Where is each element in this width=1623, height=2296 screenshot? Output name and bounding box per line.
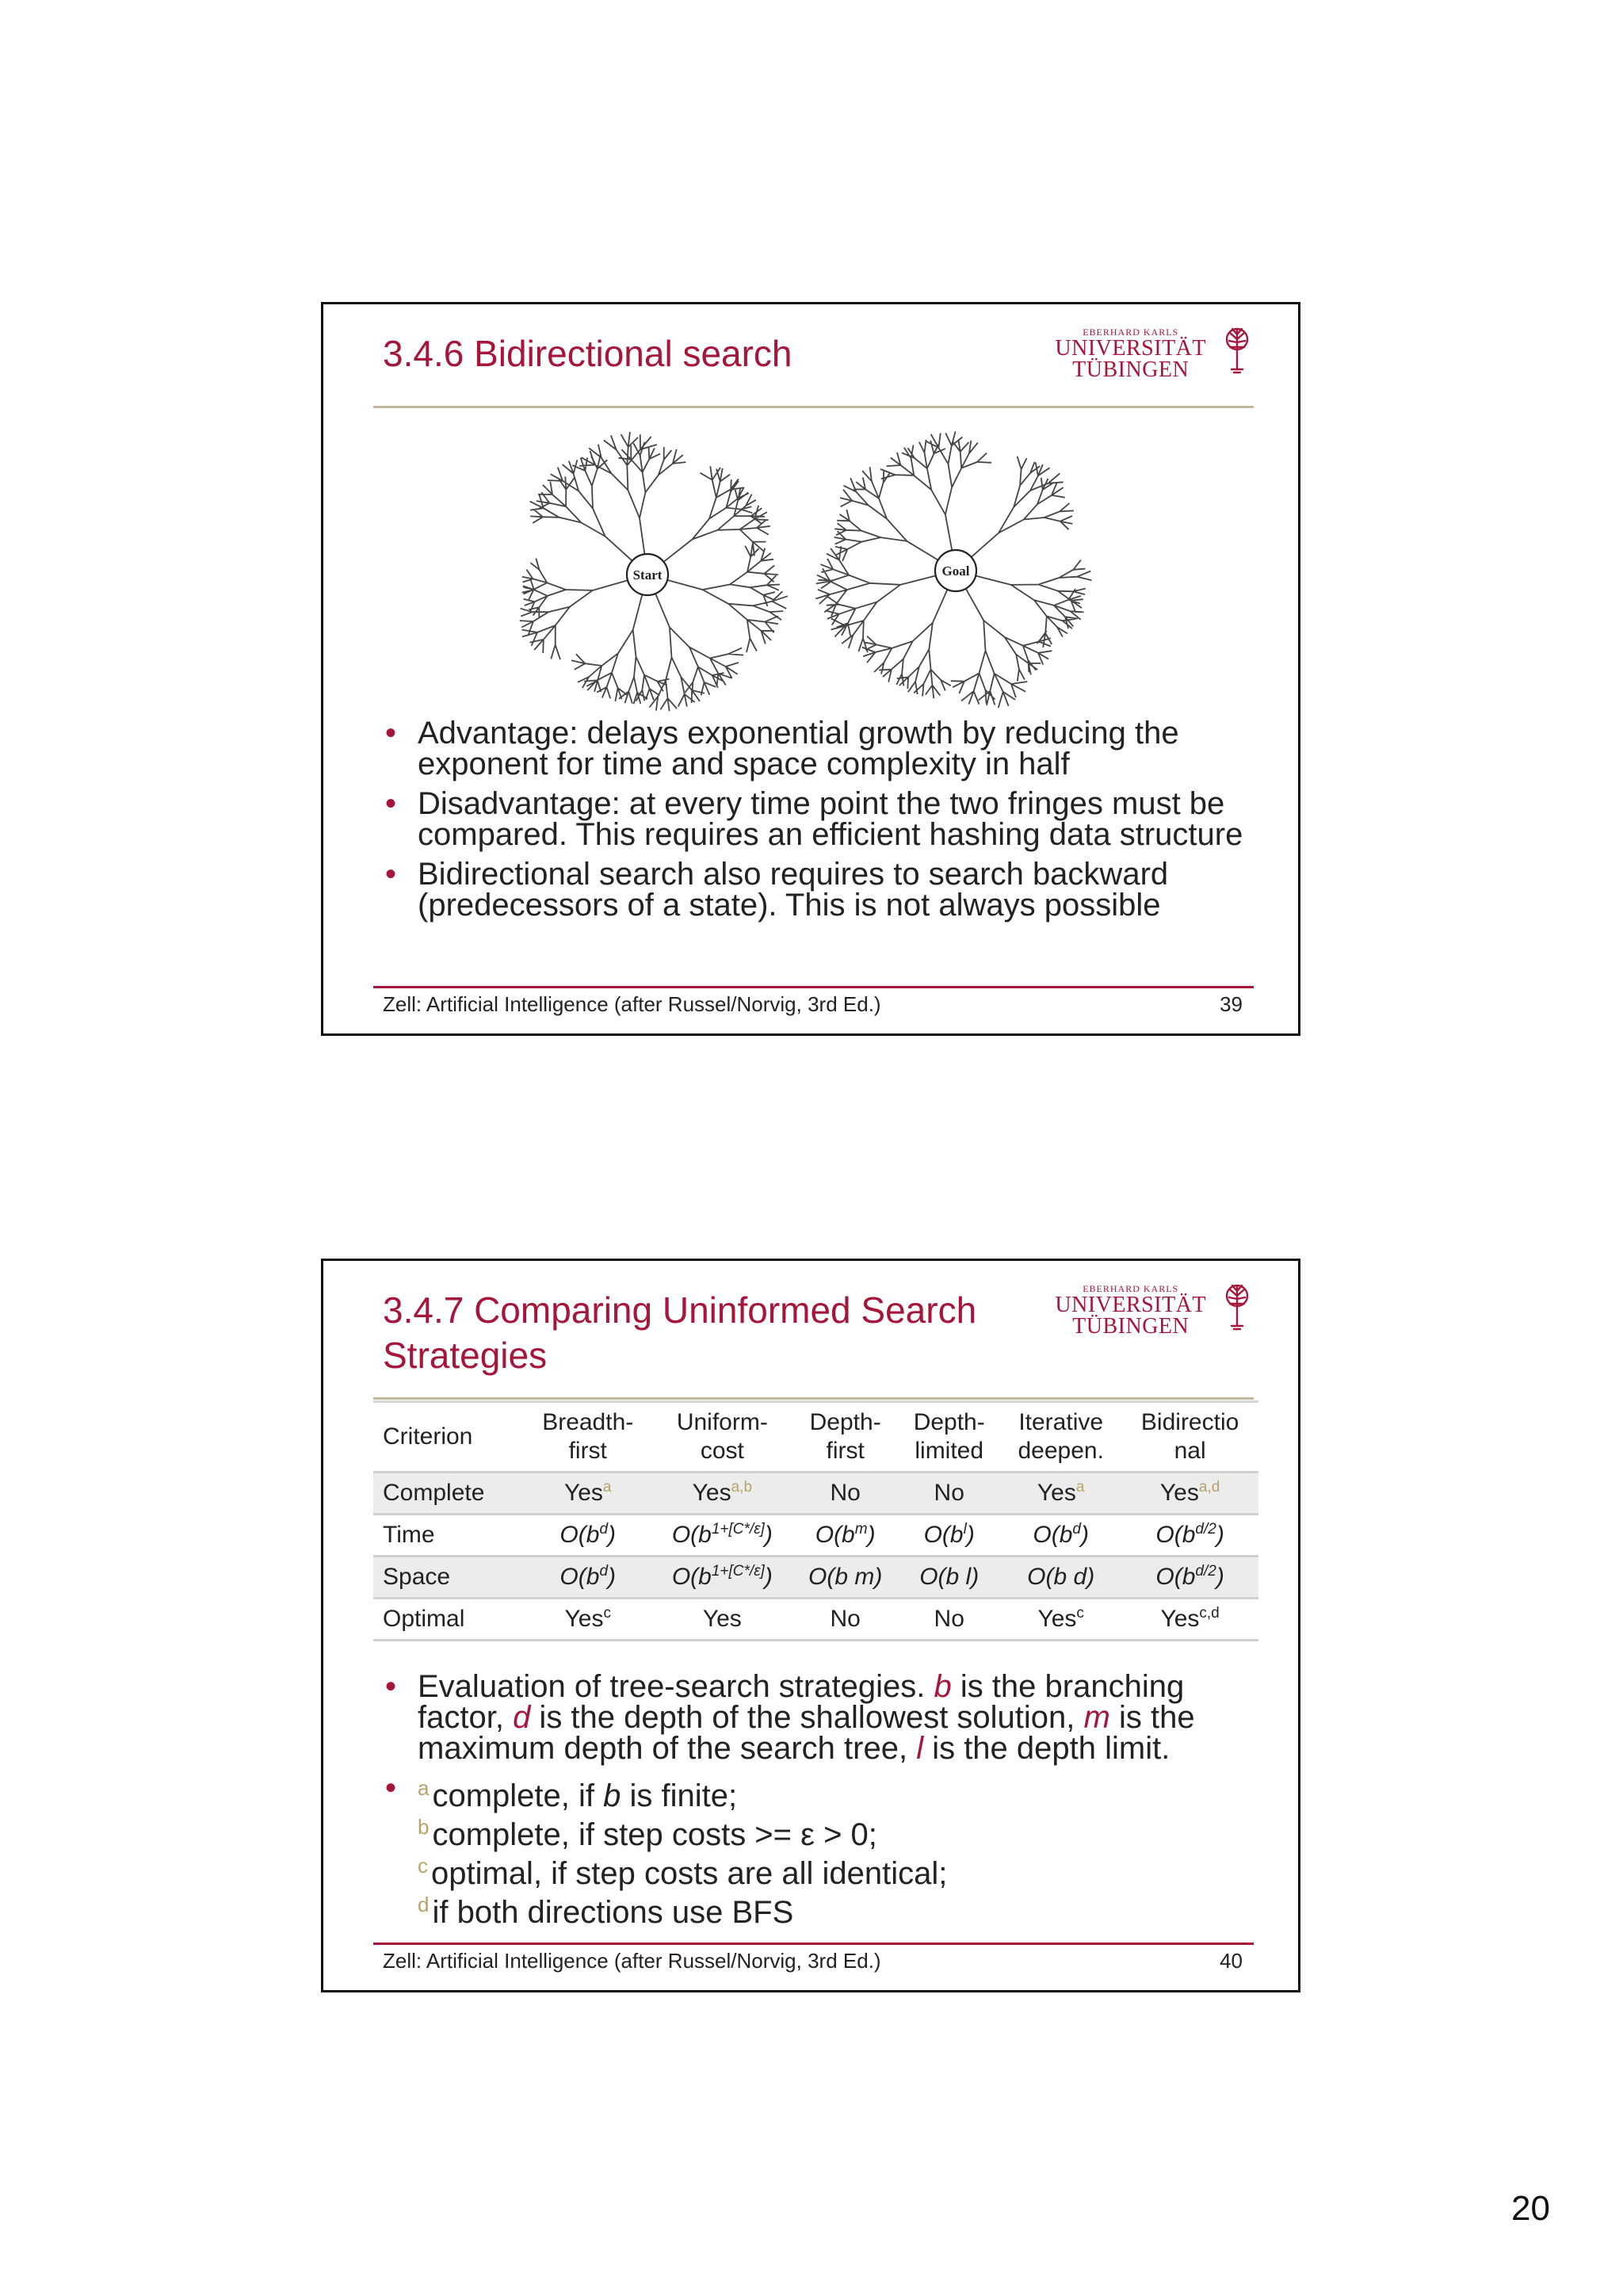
slide-footer: Zell: Artificial Intelligence (after Russel/Norvig, 3rd Ed.)	[383, 1949, 881, 1973]
bullet-footnotes: • $^a$ complete, if b is finite; $^b$ complete, if step costs >= ε > 0; $^c$ optimal, if step costs are all identical; $^d$ if both directions use BFS	[376, 1773, 1255, 1928]
cell: Yes$^a$	[1000, 1473, 1121, 1515]
cell: Yes	[652, 1599, 792, 1641]
slide-number: 39	[1220, 992, 1243, 1016]
slide-number: 40	[1220, 1949, 1243, 1973]
cell: Yes$^a$	[524, 1473, 652, 1515]
logo-line1: EBERHARD KARLS	[1083, 1283, 1179, 1294]
cell: $O(b^m)$	[792, 1515, 898, 1557]
slide-title: 3.4.7 Comparing Uninformed Search Strategies	[383, 1289, 977, 1376]
palm-tree-icon	[1220, 323, 1254, 376]
footer-rule	[373, 1943, 1254, 1945]
logo-line3: TÜBINGEN	[1072, 1314, 1190, 1339]
header-breadth-first: Breadth- first	[524, 1402, 652, 1473]
row-label: Complete	[373, 1473, 524, 1515]
slide-title: 3.4.6 Bidirectional search	[383, 333, 792, 374]
cell: $O(b^{d/2})$	[1121, 1557, 1258, 1599]
header-depth-limited: Depth- limited	[898, 1402, 1000, 1473]
table-row-optimal	[373, 1599, 1258, 1641]
cell: No	[898, 1599, 1000, 1641]
cell: Yes$^c$	[524, 1599, 652, 1641]
logo-line2: UNIVERSITÄT	[1055, 336, 1206, 361]
cell: $O(b^{1+[C*/\varepsilon]})$	[652, 1515, 792, 1557]
logo-text	[1055, 1283, 1206, 1337]
cell: $O(b^{1+[C*/\varepsilon]})$	[652, 1557, 792, 1599]
cell: Yes$^{c,d}$	[1121, 1599, 1258, 1641]
university-logo	[1056, 322, 1254, 385]
bullet-text: Bidirectional search also requires to search backward (predecessors of a state). This is not always possible	[418, 857, 1169, 923]
logo-text	[1055, 327, 1206, 380]
cell: $O(b^d)$	[524, 1557, 652, 1599]
university-logo	[1056, 1278, 1254, 1342]
comparison-table	[373, 1400, 1258, 1641]
footnote-c: $^c$ optimal, if step costs are all identical;	[418, 1854, 948, 1891]
cell: O(b m)	[792, 1557, 898, 1599]
goal-label: Goal	[941, 563, 970, 579]
footnote-d: $^d$ if both directions use BFS	[418, 1893, 794, 1930]
table-row-space	[373, 1557, 1258, 1599]
bullet-advantage: • Advantage: delays exponential growth by reducing the exponent for time and space complexity in half	[385, 716, 1179, 781]
handout-page-number: 20	[1511, 2189, 1550, 2228]
slide-comparing-strategies	[321, 1259, 1300, 1992]
footnote-a: $^a$ complete, if b is finite;	[418, 1776, 738, 1813]
header-bidirectional: Bidirectio nal	[1121, 1402, 1258, 1473]
logo-line1: EBERHARD KARLS	[1083, 327, 1179, 338]
footer-rule	[373, 986, 1254, 988]
table-row-time	[373, 1515, 1258, 1557]
cell: $O(b^{d/2})$	[1121, 1515, 1258, 1557]
cell: No	[898, 1473, 1000, 1515]
cell: $O(b^l)$	[898, 1515, 1000, 1557]
header-iterative-deepening: Iterative deepen.	[1000, 1402, 1121, 1473]
cell: O(b l)	[898, 1557, 1000, 1599]
row-label: Time	[373, 1515, 524, 1557]
cell: No	[792, 1473, 898, 1515]
cell: O(b d)	[1000, 1557, 1121, 1599]
header-depth-first: Depth- first	[792, 1402, 898, 1473]
logo-line2: UNIVERSITÄT	[1055, 1293, 1206, 1317]
table-row-complete	[373, 1473, 1258, 1515]
palm-tree-icon	[1220, 1280, 1254, 1332]
row-label: Space	[373, 1557, 524, 1599]
bullet-text: Disadvantage: at every time point the two fringes must be compared. This requires an efficient hashing data structure	[418, 786, 1243, 852]
bullet-list	[376, 1671, 1255, 1937]
bidirectional-search-trees	[491, 420, 1109, 721]
bullet-backward: • Bidirectional search also requires to search backward (predecessors of a state). This is not always possible	[385, 857, 1169, 923]
title-rule	[373, 406, 1254, 408]
cell: Yes$^{a,b}$	[652, 1473, 792, 1515]
footnote-b: $^b$ complete, if step costs >= ε > 0;	[418, 1815, 877, 1852]
slide-bidirectional-search	[321, 302, 1300, 1036]
cell: $O(b^d)$	[524, 1515, 652, 1557]
cell: Yes$^{a,d}$	[1121, 1473, 1258, 1515]
logo-line3: TÜBINGEN	[1072, 357, 1190, 382]
bullet-disadvantage: • Disadvantage: at every time point the two fringes must be compared. This requires an efficient hashing data structure	[385, 786, 1243, 852]
bullet-evaluation: • Evaluation of tree-search strategies. b is the branching factor, d is the depth of the shallowest solution, m is the maximum depth of the search tree, l is the depth limit.	[385, 1669, 1195, 1766]
bullet-list	[376, 718, 1255, 930]
table-header-row	[373, 1402, 1258, 1473]
cell: Yes$^c$	[1000, 1599, 1121, 1641]
start-label: Start	[632, 567, 663, 583]
cell: No	[792, 1599, 898, 1641]
row-label: Optimal	[373, 1599, 524, 1641]
cell: $O(b^d)$	[1000, 1515, 1121, 1557]
slide-footer: Zell: Artificial Intelligence (after Russel/Norvig, 3rd Ed.)	[383, 992, 881, 1016]
title-rule	[373, 1397, 1254, 1400]
header-uniform-cost: Uniform- cost	[652, 1402, 792, 1473]
header-criterion: Criterion	[373, 1402, 524, 1473]
bullet-text: Advantage: delays exponential growth by reducing the exponent for time and space complexity in half	[418, 716, 1179, 781]
